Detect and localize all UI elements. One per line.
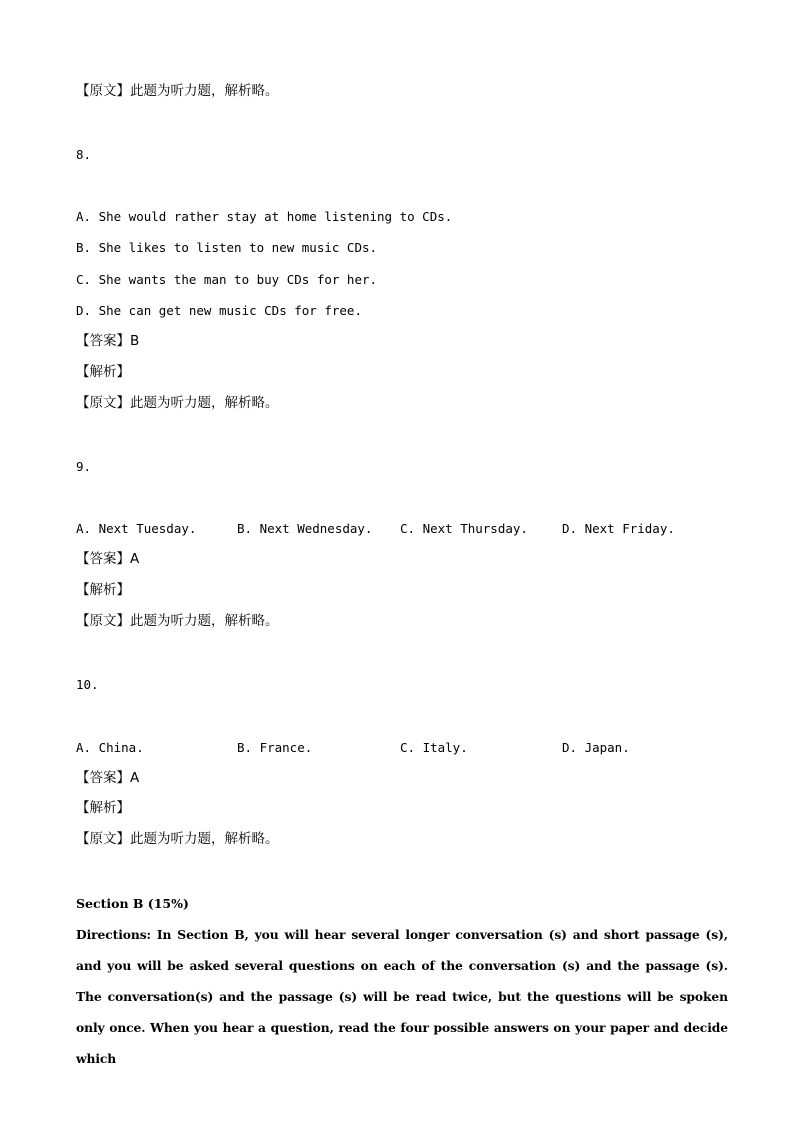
q9-option-c: C. Next Thursday. xyxy=(400,521,528,536)
q10-option-b: B. France. xyxy=(237,740,313,755)
q10-options xyxy=(76,739,736,757)
q10-original: 【原文】此题为听力题，解析略。 xyxy=(76,831,279,847)
q8-option-d: D. She can get new music CDs for free. xyxy=(76,303,362,318)
q9-answer: 【答案】A xyxy=(76,551,140,567)
q8-answer: 【答案】B xyxy=(76,333,140,349)
q10-analysis-label: 【解析】 xyxy=(76,800,130,816)
q8-number: 8. xyxy=(76,147,92,162)
q8-original: 【原文】此题为听力题，解析略。 xyxy=(76,395,279,411)
q9-analysis-label: 【解析】 xyxy=(76,582,130,598)
q8-analysis-label: 【解析】 xyxy=(76,364,130,380)
q9-option-d: D. Next Friday. xyxy=(562,521,675,536)
q7-original: 【原文】此题为听力题，解析略。 xyxy=(76,83,279,99)
q9-original: 【原文】此题为听力题，解析略。 xyxy=(76,613,279,629)
q10-answer: 【答案】A xyxy=(76,770,140,786)
q8-option-b: B. She likes to listen to new music CDs. xyxy=(76,240,378,255)
section-b-title: Section B (15%) xyxy=(76,896,189,911)
q8-option-a: A. She would rather stay at home listening to CDs. xyxy=(76,209,453,224)
q10-option-d: D. Japan. xyxy=(562,740,630,755)
q10-option-a: A. China. xyxy=(76,740,144,755)
q9-options xyxy=(76,520,736,538)
q9-option-b: B. Next Wednesday. xyxy=(237,521,373,536)
q10-number: 10. xyxy=(76,677,99,692)
q10-option-c: C. Italy. xyxy=(400,740,468,755)
q9-number: 9. xyxy=(76,459,92,474)
section-b-directions: Directions: In Section B, you will hear several longer conversation (s) and short passage (s), and you will be asked several questions on each of the conversation (s) and the passage (s). The conversation(s) and the passage (s) will be read twice, but the questions will be spoken only once. When you hear a question, read the four possible answers on your paper and decide which xyxy=(76,927,728,1066)
q8-option-c: C. She wants the man to buy CDs for her. xyxy=(76,272,378,287)
q9-option-a: A. Next Tuesday. xyxy=(76,521,197,536)
